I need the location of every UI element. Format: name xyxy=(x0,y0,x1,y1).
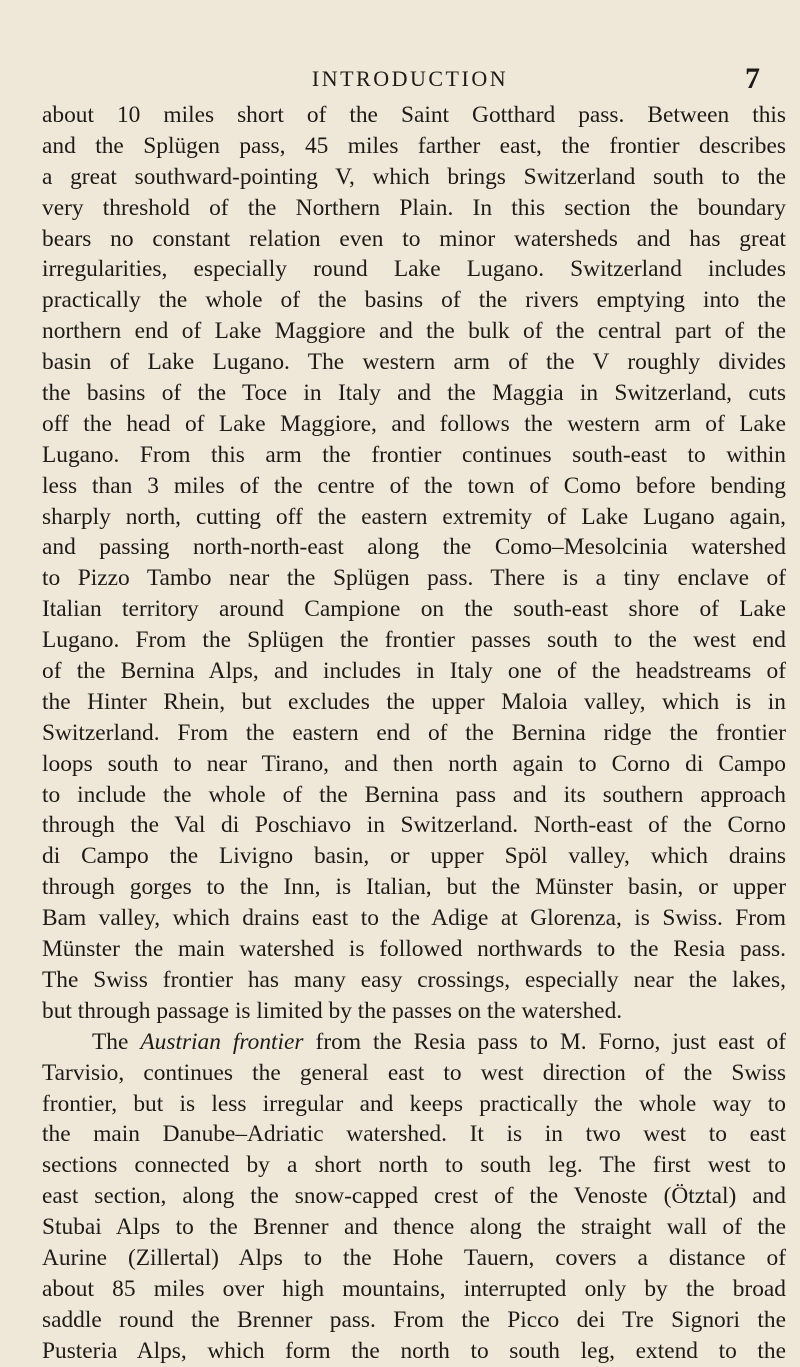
text-line: Lugano. From this arm the frontier continues south-east to within xyxy=(42,441,786,468)
text-line: di Campo the Livigno basin, or upper Spöl valley, which drains xyxy=(42,843,786,870)
text-line: sharply north, cutting off the eastern extremity of Lake Lugano again, xyxy=(42,503,786,530)
text-line: Lugano. From the Splügen the frontier passes south to the west end xyxy=(42,627,786,654)
text-run: The xyxy=(92,1028,141,1055)
text-line: Italian territory around Campione on the south-east shore of Lake xyxy=(42,596,786,623)
text-line: sections connected by a short north to south leg. The first west to xyxy=(42,1152,786,1179)
text-line: a great southward-pointing V, which brings Switzerland south to the xyxy=(42,163,786,190)
italic-term: Austrian frontier xyxy=(140,1028,304,1055)
text-line: of the Bernina Alps, and includes in Italy one of the headstreams of xyxy=(42,658,786,685)
text-line: Aurine (Zillertal) Alps to the Hohe Tauern, covers a distance of xyxy=(42,1244,786,1271)
text-line: Switzerland. From the eastern end of the Bernina ridge the frontier xyxy=(42,719,786,746)
running-title: INTRODUCTION xyxy=(311,66,509,91)
text-line: Münster the main watershed is followed northwards to the Resia pass. xyxy=(42,936,786,963)
text-line: Pusteria Alps, which form the north to south leg, extend to the xyxy=(42,1337,786,1364)
text-line: to Pizzo Tambo near the Splügen pass. There is a tiny enclave of xyxy=(42,565,786,592)
text-line: but through passage is limited by the passes on the watershed. xyxy=(42,997,623,1024)
text-run: from the Resia pass to M. Forno, just east of xyxy=(303,1028,786,1055)
text-line: to include the whole of the Bernina pass and its southern approach xyxy=(42,781,786,808)
text-line: and passing north-north-east along the Como–Mesolcinia watershed xyxy=(42,534,786,561)
text-line: and the Splügen pass, 45 miles farther east, the frontier describes xyxy=(42,132,786,159)
page-number: 7 xyxy=(745,62,760,95)
text-line: bears no constant relation even to minor watersheds and has great xyxy=(42,225,786,252)
text-line: Stubai Alps to the Brenner and thence along the straight wall of the xyxy=(42,1214,786,1241)
text-line: saddle round the Brenner pass. From the Picco dei Tre Signori the xyxy=(42,1306,786,1333)
text-line: irregularities, especially round Lake Lugano. Switzerland includes xyxy=(42,256,786,283)
text-line: The Swiss frontier has many easy crossings, especially near the lakes, xyxy=(42,966,786,993)
running-head xyxy=(60,62,760,96)
text-line: through the Val di Poschiavo in Switzerland. North-east of the Corno xyxy=(42,812,786,839)
text-line: very threshold of the Northern Plain. In this section the boundary xyxy=(42,194,786,221)
text-line: about 85 miles over high mountains, interrupted only by the broad xyxy=(42,1275,786,1302)
text-line: loops south to near Tirano, and then north again to Corno di Campo xyxy=(42,750,786,777)
text-line: off the head of Lake Maggiore, and follows the western arm of Lake xyxy=(42,410,786,437)
text-line: less than 3 miles of the centre of the town of Como before bending xyxy=(42,472,786,499)
text-line: through gorges to the Inn, is Italian, but the Münster basin, or upper xyxy=(42,874,786,901)
body-text xyxy=(42,100,786,1367)
text-line: about 10 miles short of the Saint Gotthard pass. Between this xyxy=(42,102,786,128)
text-line: Bam valley, which drains east to the Adige at Glorenza, is Swiss. From xyxy=(42,905,786,932)
text-line: Tarvisio, continues the general east to west direction of the Swiss xyxy=(42,1059,786,1086)
text-line: the basins of the Toce in Italy and the Maggia in Switzerland, cuts xyxy=(42,380,786,407)
text-line: practically the whole of the basins of the rivers emptying into the xyxy=(42,287,786,314)
text-line: east section, along the snow-capped crest of the Venoste (Ötztal) and xyxy=(42,1183,786,1210)
text-line: basin of Lake Lugano. The western arm of the V roughly divides xyxy=(42,349,786,376)
text-line: frontier, but is less irregular and keeps practically the whole way to xyxy=(42,1090,786,1117)
text-line: the Hinter Rhein, but excludes the upper Maloia valley, which is in xyxy=(42,688,786,715)
text-line: northern end of Lake Maggiore and the bulk of the central part of the xyxy=(42,318,786,345)
text-line: the main Danube–Adriatic watershed. It is in two west to east xyxy=(42,1121,786,1148)
paragraph-first-line xyxy=(42,1027,786,1058)
